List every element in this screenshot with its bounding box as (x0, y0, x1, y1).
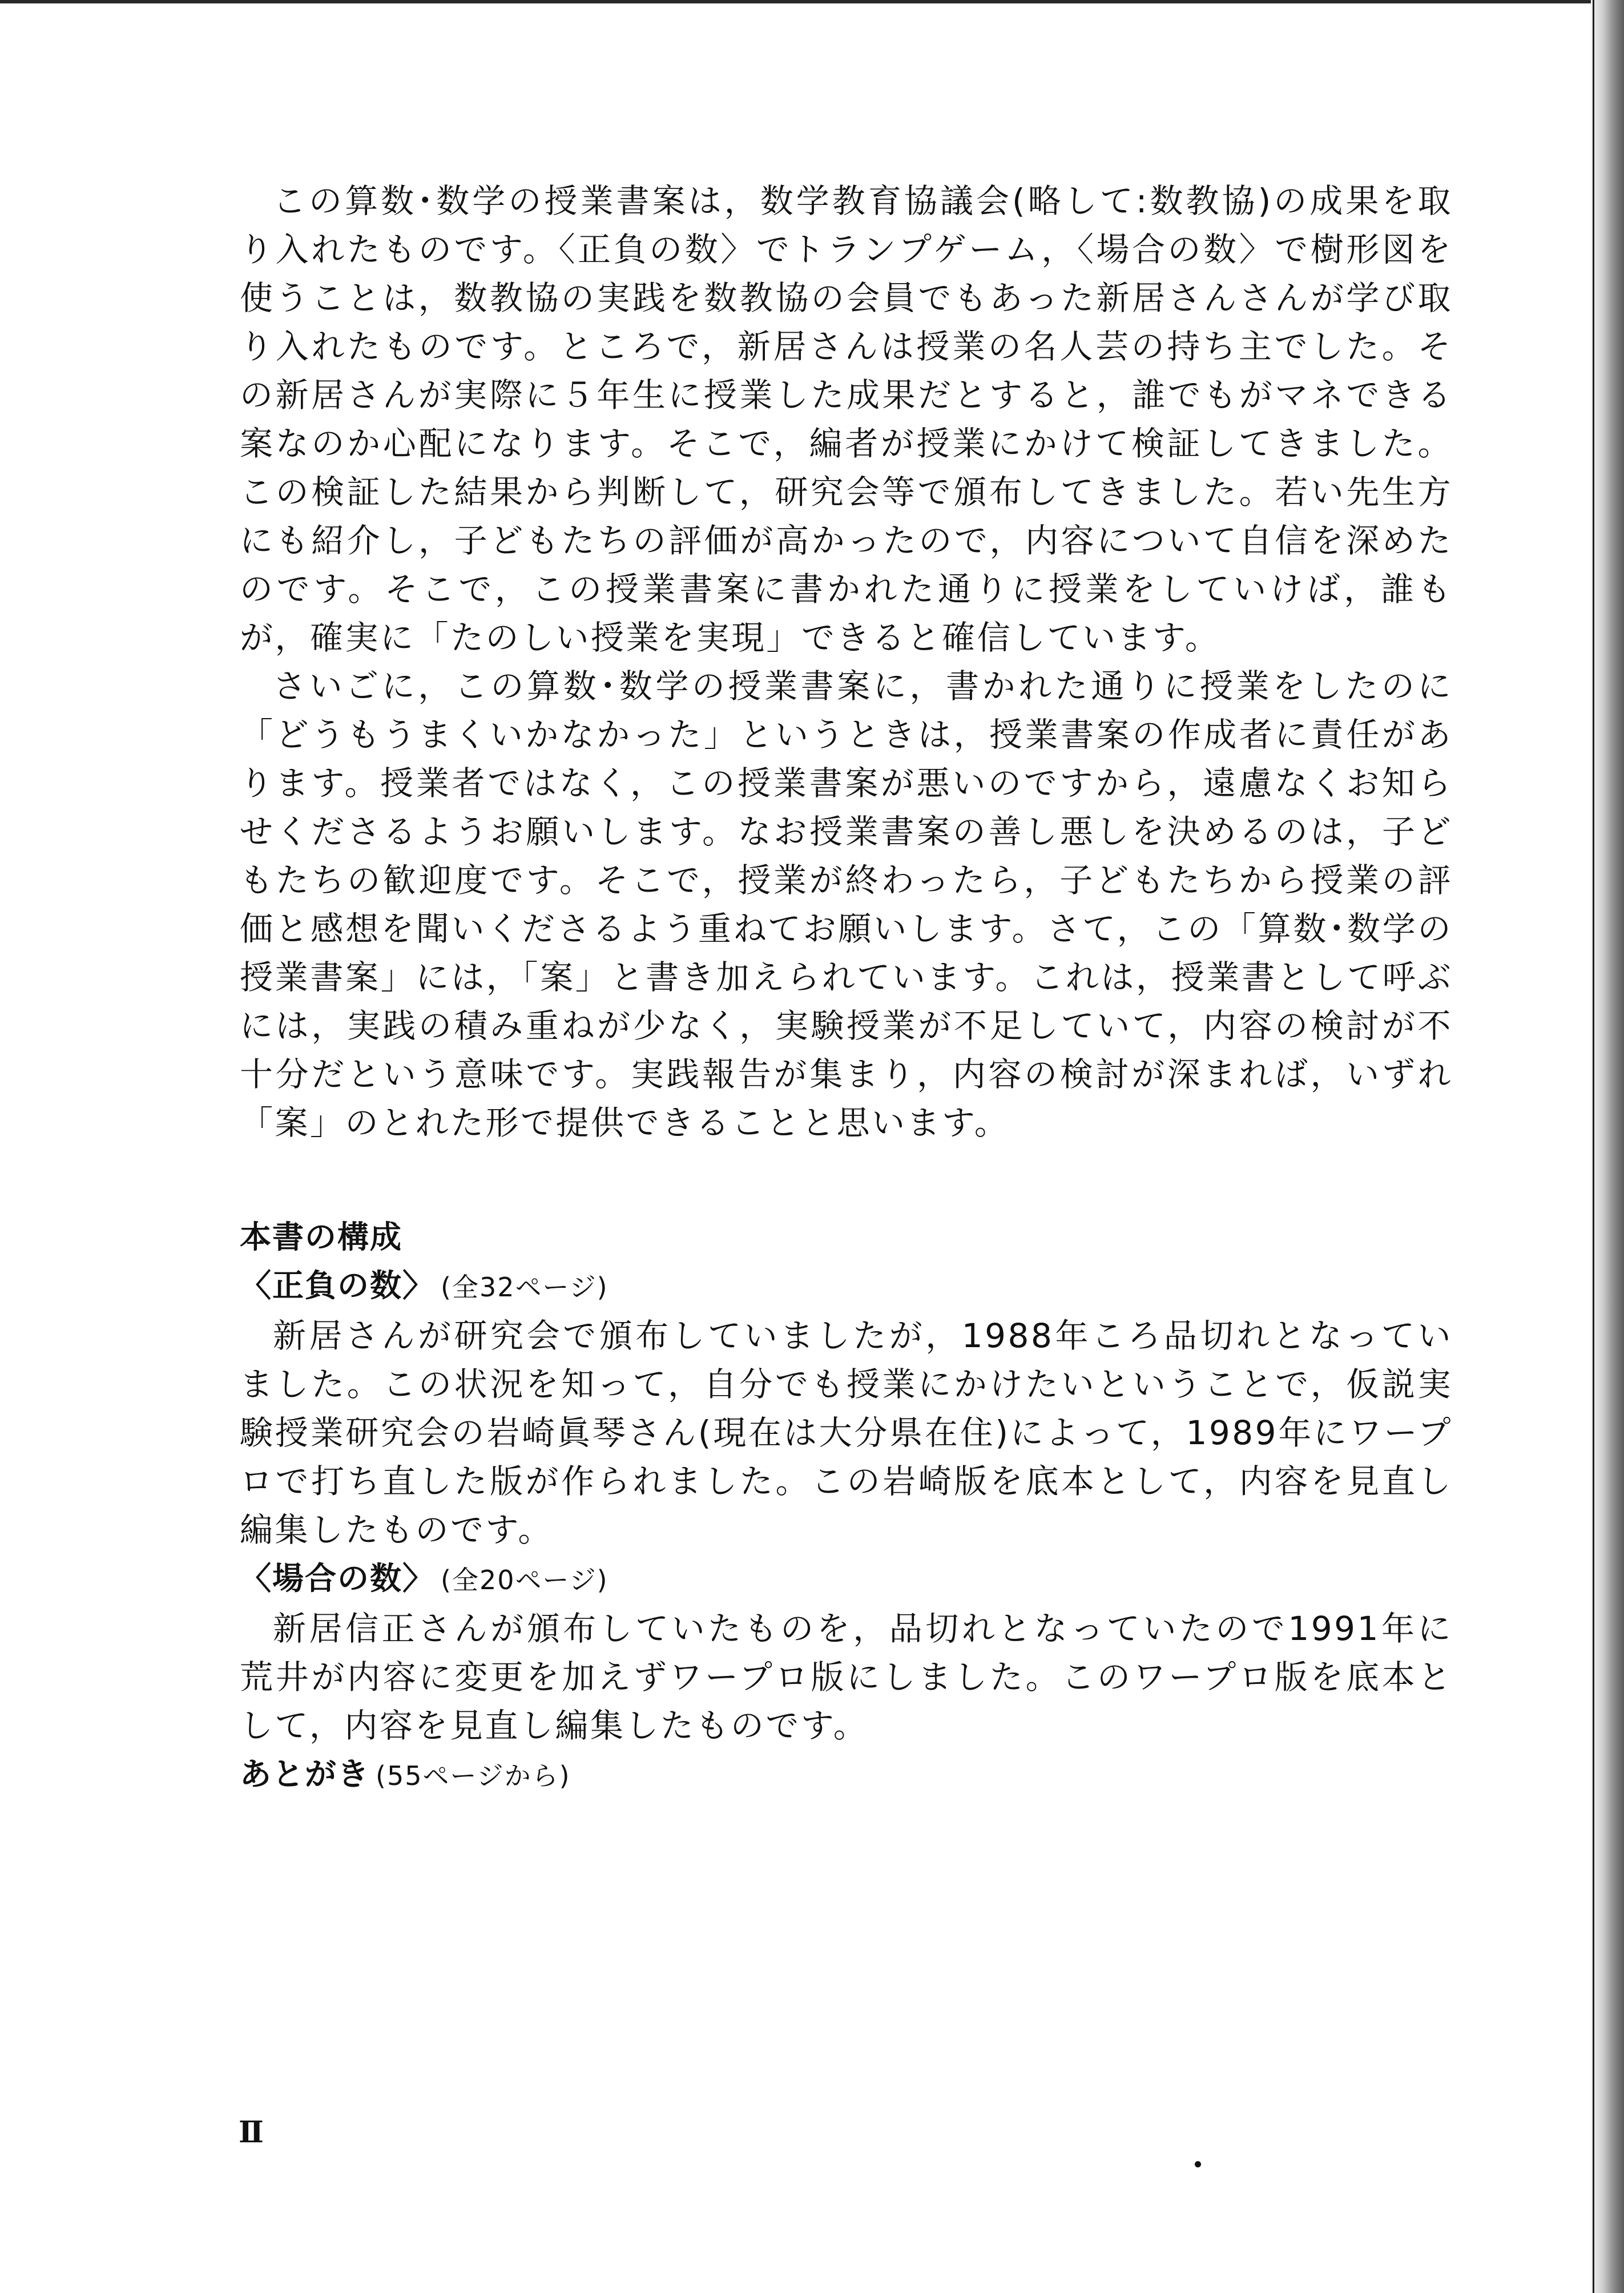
section-gap (240, 1147, 1453, 1213)
section-title-baai (240, 1554, 1453, 1605)
section-pages-note: (55ページから) (376, 1760, 571, 1791)
section-seifu (240, 1262, 1453, 1554)
scan-binding-line (1593, 0, 1594, 2293)
intro-paragraph-2: さいごに，この算数･数学の授業書案に，書かれた通りに授業をしたのに「どうもうまくいかなかった」というときは，授業書案の作成者に責任があります。授業者ではなく，この授業書案が悪いのですから，遠慮なくお知らせくださるようお願いします。なお授業書案の善し悪しを決めるのは，子どもたちの歓迎度です。そこで，授業が終わったら，子どもたちから授業の評価と感想を聞いくださるよう重ねてお願いします。さて，この「算数･数学の授業書案」には，「案」と書き加えられています。これは，授業書として呼ぶには，実践の積み重ねが少なく，実験授業が不足していて，内容の検討が不十分だという意味です。実践報告が集まり，内容の検討が深まれば，いずれ「案」のとれた形で提供できることと思います。 (240, 667, 1453, 1142)
scan-top-edge (0, 0, 1593, 3)
section-baai (240, 1554, 1453, 1750)
section-label: あとがき (240, 1756, 370, 1792)
scan-right-edge (1591, 0, 1624, 2293)
section-label: 〈正負の数〉 (240, 1267, 436, 1304)
page-body (240, 177, 1453, 1800)
section-pages-note: (全20ページ) (441, 1565, 609, 1595)
structure-heading: 本書の構成 (240, 1219, 403, 1255)
page-number: Ⅱ (239, 2115, 263, 2150)
scan-speck (1195, 2161, 1201, 2167)
section-pages-note: (全32ページ) (441, 1272, 609, 1303)
section-text-seifu: 新居さんが研究会で頒布していましたが，1988年ころ品切れとなっていました。この状況を知って，自分でも授業にかけたいということで，仮説実験授業研究会の岩崎眞琴さん(現在は大分県在住)によって，1989年にワープロで打ち直した版が作られました。この岩崎版を底本として，内容を見直し編集したものです。 (240, 1316, 1453, 1549)
section-title-atogaki (240, 1750, 1453, 1800)
section-label: 〈場合の数〉 (240, 1560, 436, 1597)
intro-paragraph-1: この算数･数学の授業書案は，数学教育協議会(略して:数教協)の成果を取り入れたものです。〈正負の数〉でトランプゲーム，〈場合の数〉で樹形図を使うことは，数教協の実践を数教協の会員でもあった新居さんさんが学び取り入れたものです。ところで，新居さんは授業の名人芸の持ち主でした。その新居さんが実際に５年生に授業した成果だとすると，誰でもがマネできる案なのか心配になります。そこで，編者が授業にかけて検証してきました。この検証した結果から判断して，研究会等で頒布してきました。若い先生方にも紹介し，子どもたちの評価が高かったので，内容について自信を深めたのです。そこで，この授業書案に書かれた通りに授業をしていけば，誰もが，確実に「たのしい授業を実現」できると確信しています。 (240, 182, 1453, 657)
section-text-baai: 新居信正さんが頒布していたものを，品切れとなっていたので1991年に荒井が内容に変更を加えずワープロ版にしました。このワープロ版を底本として，内容を見直し編集したものです。 (240, 1609, 1453, 1745)
section-title-seifu (240, 1262, 1453, 1312)
section-atogaki (240, 1750, 1453, 1800)
